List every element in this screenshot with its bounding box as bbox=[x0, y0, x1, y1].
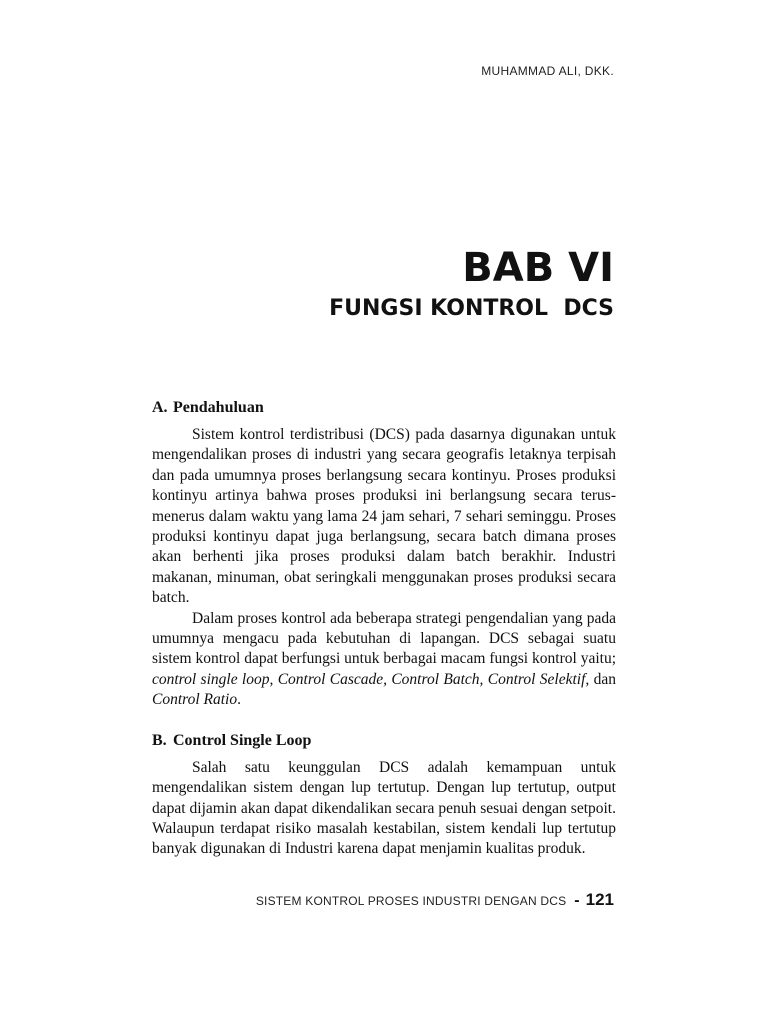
page-number: 121 bbox=[585, 890, 614, 909]
section-b-title: Control Single Loop bbox=[173, 731, 312, 749]
section-a-paragraph-2 bbox=[152, 609, 616, 711]
chapter-number: BAB VI bbox=[462, 245, 614, 291]
running-header-author: MUHAMMAD ALI, DKK. bbox=[481, 64, 614, 78]
footer-book-title: SISTEM KONTROL PROSES INDUSTRI DENGAN DCS bbox=[255, 894, 567, 908]
body-content bbox=[152, 398, 616, 860]
page-footer bbox=[256, 890, 614, 910]
section-a-title: Pendahuluan bbox=[173, 399, 264, 416]
section-a-letter: A. bbox=[152, 399, 168, 416]
paragraph-2-period: . bbox=[237, 691, 241, 709]
chapter-title: FUNGSI KONTROL DCS bbox=[329, 296, 614, 321]
paragraph-2-control-types: control single loop, Control Cascade, Control Batch, Control Selektif, bbox=[152, 670, 590, 688]
footer-separator: - bbox=[574, 892, 580, 909]
section-b-paragraph-1: Salah satu keunggulan DCS adalah kemampuan untuk mengendalikan sistem dengan lup tertutup. Dengan lup tertutup, output dapat dijamin akan dapat dikendalikan secara penuh sesuai dengan setpoit. Walaupun terdapat risiko masalah kestabilan, sistem kendali lup tertutup banyak digunakan di Industri karena dapat menjamin kualitas produk. bbox=[152, 758, 616, 858]
paragraph-2-text: Dalam proses kontrol ada beberapa strategi pengendalian yang pada umumnya mengacu pada kebutuhan di lapangan. DCS sebagai suatu sistem kontrol dapat berfungsi untuk berbagai macam fungsi kontrol yaitu; bbox=[152, 609, 616, 668]
section-b-heading bbox=[152, 731, 616, 751]
section-a-paragraph-1: Sistem kontrol terdistribusi (DCS) pada dasarnya digunakan untuk mengendalikan proses di industri yang secara geografis letaknya terpisah dan pada umumnya proses berlangsung secara kontinyu. Proses produksi kontinyu artinya bahwa proses produksi ini berlangsung secara terus-menerus dalam waktu yang lama 24 jam sehari, 7 sehari seminggu. Proses produksi kontinyu dapat juga berlangsung, secara batch dimana proses akan berhenti jika proses produksi dalam batch berakhir. Industri makanan, minuman, obat seringkali menggunakan proses produksi secara batch. bbox=[152, 426, 616, 607]
section-a-heading bbox=[152, 398, 616, 418]
section-b-letter: B. bbox=[152, 731, 167, 749]
paragraph-2-conjunction: dan bbox=[589, 670, 616, 688]
paragraph-2-control-ratio: Control Ratio bbox=[152, 691, 238, 709]
